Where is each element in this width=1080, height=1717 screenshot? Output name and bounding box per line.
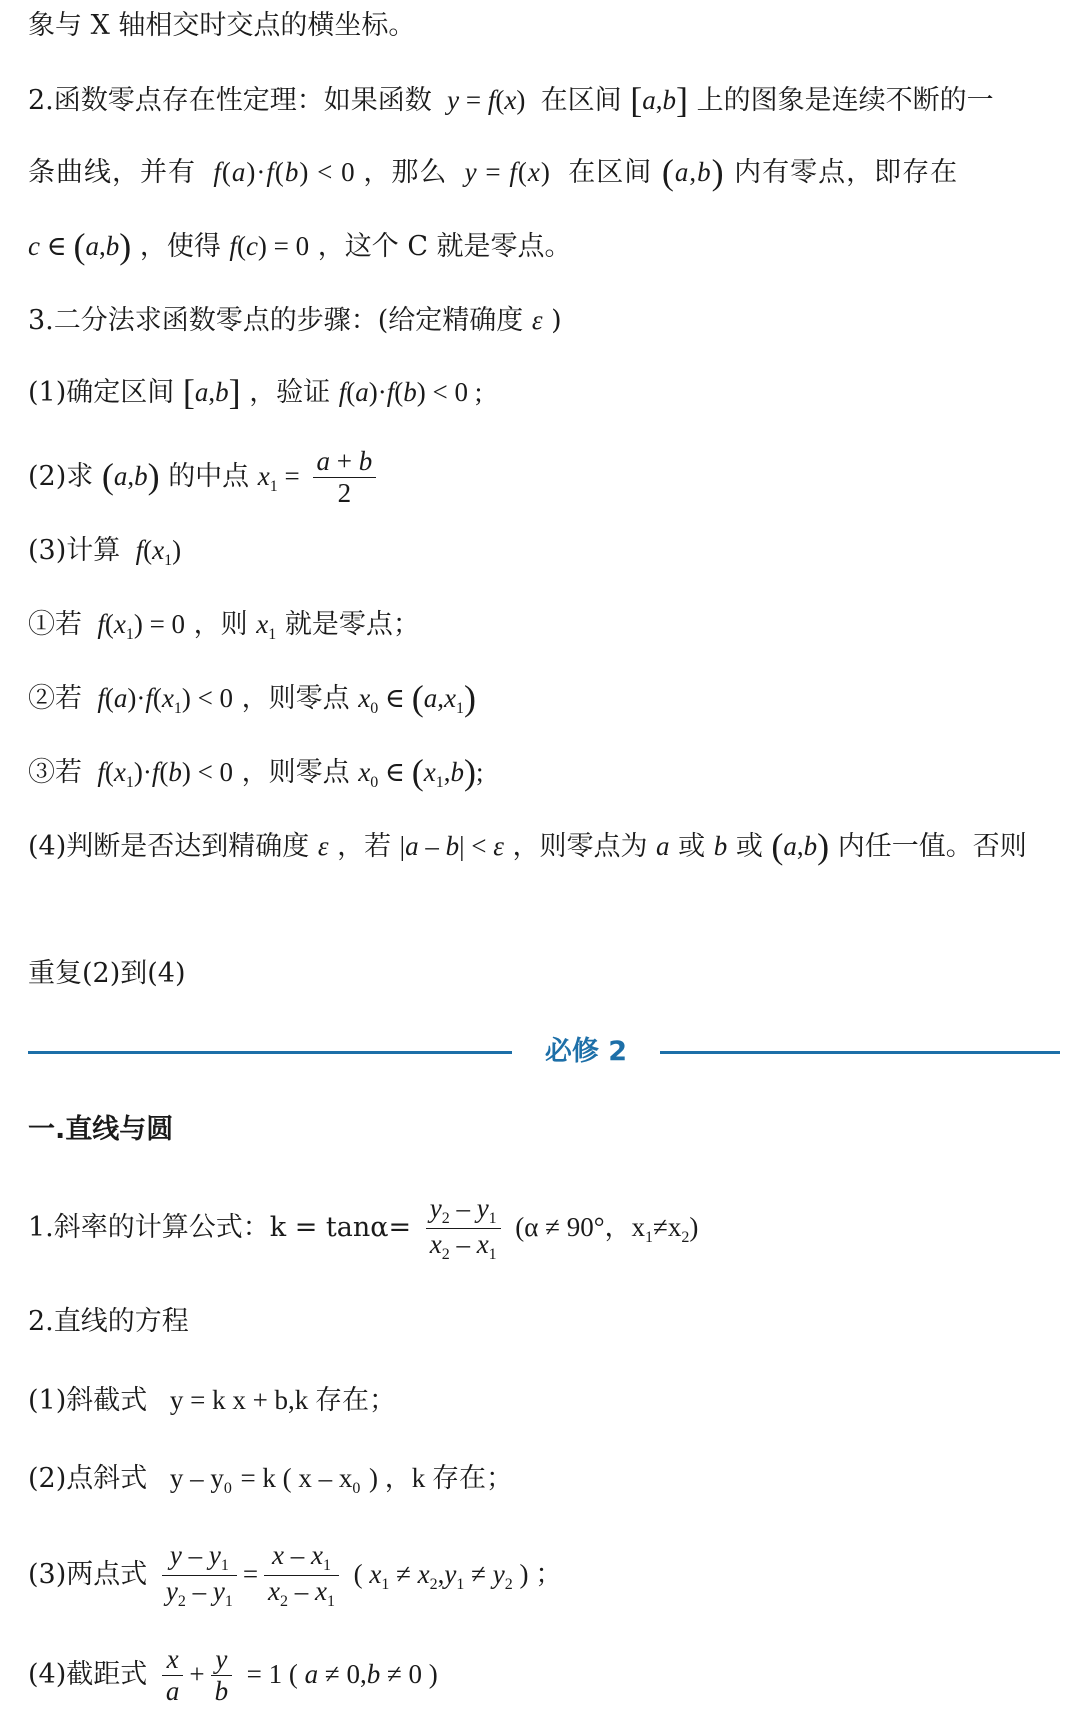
step-item: (4)判断是否达到精确度 ε ，若 |a – b| < ε ，则零点为 a 或 b 或 (a,b) 内任一值。否则 [28, 826, 1027, 866]
paragraph-text: ，这个 C 就是零点。 [317, 231, 572, 262]
paragraph-text: 在区间 [540, 85, 622, 116]
formula: f [205, 157, 222, 187]
paragraph-text: ③若 [28, 757, 82, 788]
paragraph-text: 3.二分法求函数零点的步骤：(给定精确度 [28, 305, 524, 336]
step-title: 3.二分法求函数零点的步骤：(给定精确度 ε ) [28, 305, 562, 336]
paragraph-text: ； [535, 1559, 563, 1590]
paragraph-text: 内任一值。否则 [837, 831, 1027, 862]
paragraph-text: ，则 [193, 609, 248, 640]
formula-line: 1.斜率的计算公式：k = tanα= $\frac{y_2 - y_1}{x_2 - x_1}$ (α ≠ 90°，$x_1\ne x_2$) [28, 1192, 699, 1263]
paragraph-text: ≠x [653, 1212, 682, 1242]
fraction: $\frac{y}{b}$ [211, 1644, 233, 1707]
paragraph-text: 在区间 [568, 157, 653, 188]
paragraph-text: (1)确定区间 [28, 377, 175, 408]
step-item: (1)确定区间 [a,b] ，验证 f(a)·f(b) < 0 ; [28, 372, 483, 412]
paragraph-text: 就是零点； [284, 609, 420, 640]
step-subitem: ③若 $f(x_1)\cdot f(b) < 0$ ，则零点 $x_0$ ∈ $(x_1,b)$; [28, 752, 484, 792]
formula: y – y [169, 1463, 224, 1493]
step-subitem: ②若 $f(a)\cdot f(x_1) < 0$ ，则零点 $x_0$ ∈ $(a,x_1)$ [28, 678, 476, 718]
paragraph-text: 重复(2)到(4) [28, 958, 186, 989]
paragraph-text: 条曲线，并有 [28, 157, 196, 188]
fraction: $\frac{x}{a}$ [162, 1644, 184, 1707]
paragraph-text: (2)点斜式 [28, 1463, 148, 1494]
paragraph-text: ，验证 [249, 377, 331, 408]
theorem-line: 条曲线，并有 f(a)·f(b) < 0 ，那么 y = f(x) 在区间 (a,b) 内有零点，即存在 [28, 152, 959, 192]
section-title: 必修 2 [544, 1036, 628, 1067]
step-item: (3)计算 $f(x_1)$ [28, 535, 182, 569]
paragraph-text: ②若 [28, 683, 82, 714]
paragraph-text: 上的图象是连续不断的一 [696, 85, 994, 116]
formula: y [440, 85, 460, 115]
text-line [28, 1302, 189, 1342]
formula: ) ，k 存在； [369, 1463, 513, 1493]
formula-line: (2)点斜式 $y - y_0 = k$ ( x – $x_0$ ) ，k 存在； [28, 1463, 513, 1497]
formula: y = k x + b,k 存在； [169, 1385, 397, 1415]
section-divider [28, 1032, 1060, 1072]
paragraph-text: (3)计算 [28, 535, 121, 566]
paragraph-text: (2)求 [28, 461, 94, 492]
paragraph-text: 的中点 [168, 461, 250, 492]
paragraph-text: ) [551, 305, 562, 336]
formula: c [28, 231, 40, 261]
paragraph-text: (3)两点式 [28, 1559, 148, 1590]
formula-line: (4)截距式 $\frac{x}{a}$ + $\frac{y}{b}$ = 1 ( a ≠ 0,b ≠ 0 ) [28, 1643, 438, 1706]
theorem-line: 2.函数零点存在性定理：如果函数 y = f(x) 在区间 [a,b] 上的图象是连续不断的一 [28, 80, 994, 120]
paragraph-text: (α ≠ 90°，x [515, 1212, 646, 1242]
fraction: $\frac{x - x_1}{x_2 - x_1}$ [264, 1540, 339, 1612]
paragraph-text: 内有零点，即存在 [734, 157, 959, 188]
paragraph-text: ，那么 [363, 157, 448, 188]
paragraph-text: (4)判断是否达到精确度 [28, 831, 310, 862]
fraction: $\frac{a + b}{2}$ [313, 446, 377, 509]
step-item: (2)求 (a,b) 的中点 $x_1$ = $\frac{a + b}{2}$ [28, 428, 382, 535]
paragraph-text: (1)斜截式 [28, 1385, 148, 1416]
paragraph-text: ，使得 [139, 231, 221, 262]
paragraph-text: ，则零点 [241, 683, 350, 714]
paragraph-text: ①若 [28, 609, 82, 640]
paragraph-text: ) [689, 1212, 699, 1242]
paragraph-text: 或 [735, 831, 763, 862]
paragraph-text: (4)截距式 [28, 1659, 148, 1690]
fraction: $\frac{y - y_1}{y_2 - y_1}$ [162, 1540, 237, 1612]
theorem-line: c ∈ (a,b) ，使得 f(c) = 0 ，这个 C 就是零点。 [28, 226, 572, 266]
step-subitem: ①若 $f(x_1) = 0$ ，则 $x_1$ 就是零点； [28, 609, 420, 643]
text-line [28, 954, 186, 994]
formula-line: (3)两点式 $\frac{y - y_1}{y_2 - y_1}$ = $\frac{x - x_1}{x_2 - x_1}$ ( $x_1 \ne x_2,y_1 \ne y_2$ ) ； [28, 1539, 563, 1610]
paragraph-text: 2.函数零点存在性定理：如果函数 [28, 85, 432, 116]
text-line [28, 6, 415, 46]
heading-text: 一.直线与圆 [28, 1114, 174, 1145]
paragraph-text: 或 [678, 831, 706, 862]
divider-line-left [28, 1051, 512, 1054]
paragraph-text: 1.斜率的计算公式：k = tanα= [28, 1212, 412, 1243]
paragraph-text: 2.直线的方程 [28, 1306, 189, 1337]
paragraph-text: ，若 [337, 831, 392, 862]
paragraph-text: 象与 X 轴相交时交点的横坐标。 [28, 10, 416, 41]
paragraph-text: ，则零点 [241, 757, 350, 788]
formula: = k ( x – x [240, 1463, 353, 1493]
paragraph-text: ，则零点为 [512, 831, 648, 862]
divider-line-right [660, 1051, 1060, 1054]
section-heading [28, 1110, 173, 1150]
fraction: $\frac{y_2 - y_1}{x_2 - x_1}$ [426, 1193, 501, 1265]
formula-line [28, 1380, 396, 1421]
